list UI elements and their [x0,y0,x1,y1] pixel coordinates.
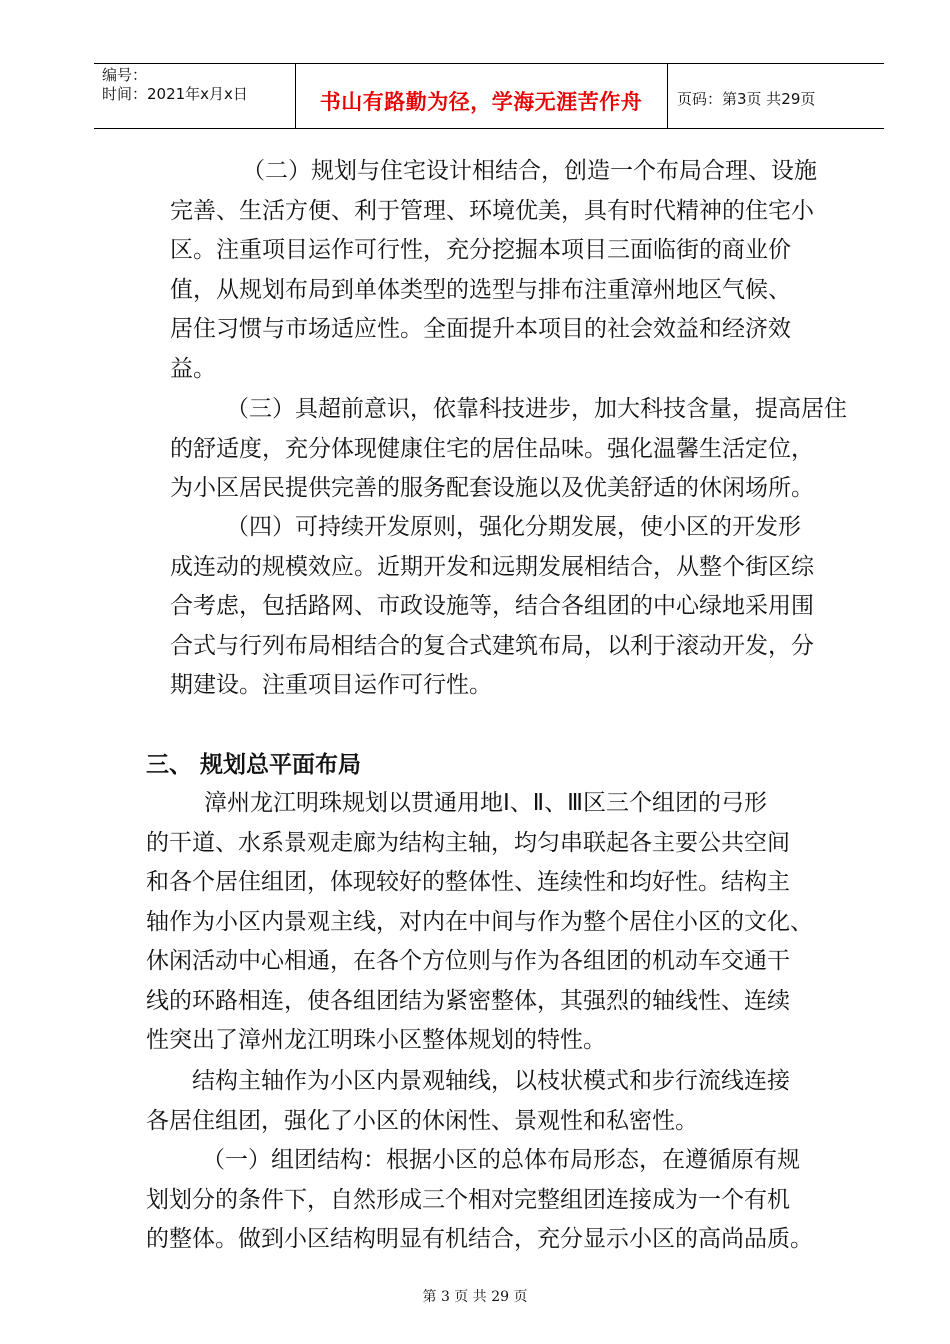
text-line: 成连动的规模效应。近期开发和远期发展相结合，从整个街区综 [170,553,814,580]
page-header [94,63,884,129]
header-motto: 书山有路勤为径，学海无涯苦作舟 [319,90,643,114]
text-line: （三）具超前意识，依靠科技进步，加大科技含量，提高居住 [226,396,847,422]
text-line: 各居住组团，强化了小区的休闲性、景观性和私密性。 [146,1107,698,1134]
text-line: 合式与行列布局相结合的复合式建筑布局，以利于滚动开发，分 [170,632,814,659]
text-line: （一）组团结构：根据小区的总体布局形态，在遵循原有规 [202,1147,800,1173]
text-line: 益。 [170,355,216,382]
text-line: 为小区居民提供完善的服务配套设施以及优美舒适的休闲场所。 [170,475,814,501]
header-divider [667,64,668,129]
document-number-label: 编号： [102,66,148,84]
text-line: 期建设。注重项目运作可行性。 [170,672,492,698]
text-line: 和各个居住组团，体现较好的整体性、连续性和均好性。结构主 [146,869,790,895]
body-paragraph [170,508,834,706]
text-line: 的整体。做到小区结构明显有机结合，充分显示小区的高尚品质。 [146,1226,813,1252]
text-line: 合考虑，包括路网、市政设施等，结合各组团的中心绿地采用围 [170,593,814,619]
text-line: 的舒适度，充分体现健康住宅的居住品味。强化温馨生活定位， [170,435,814,462]
text-line: 完善、生活方便、利于管理、环境优美，具有时代精神的住宅小 [170,197,814,224]
header-meta [102,66,248,104]
text-line: 划划分的条件下，自然形成三个相对完整组团连接成为一个有机 [146,1186,790,1213]
text-line: 区。注重项目运作可行性，充分挖掘本项目三面临街的商业价 [170,237,791,263]
text-line: 的干道、水系景观走廊为结构主轴，均匀串联起各主要公共空间 [146,829,790,856]
body-paragraph [146,784,836,1061]
text-line: 线的环路相连，使各组团结为紧密整体，其强烈的轴线性、连续 [146,987,790,1014]
text-line: （四）可持续开发原则，强化分期发展，使小区的开发形 [226,514,801,540]
text-line: 结构主轴作为小区内景观轴线，以枝状模式和步行流线连接 [192,1068,790,1094]
section-heading: 三、 规划总平面布局 [146,752,362,778]
header-page-info: 页码：第3页 共29页 [677,90,816,108]
text-line: 轴作为小区内景观主线，对内在中间与作为整个居住小区的文化、 [146,908,813,935]
document-time-label: 时间：2021年x月x日 [102,85,248,103]
page-footer: 第 3 页 共 29 页 [422,1289,528,1305]
body-paragraph [170,152,834,389]
text-line: 值，从规划布局到单体类型的选型与排布注重漳州地区气候、 [170,276,791,303]
body-paragraph [170,390,847,509]
text-line: 性突出了漳州龙江明珠小区整体规划的特性。 [146,1027,606,1053]
body-paragraph [146,1062,836,1141]
body-paragraph [146,1141,836,1260]
text-line: （二）规划与住宅设计相结合，创造一个布局合理、设施 [242,158,817,184]
text-line: 漳州龙江明珠规划以贯通用地Ⅰ、Ⅱ、Ⅲ区三个组团的弓形 [204,790,767,816]
text-line: 休闲活动中心相通，在各个方位则与作为各组团的机动车交通干 [146,948,790,974]
text-line: 居住习惯与市场适应性。全面提升本项目的社会效益和经济效 [170,316,791,342]
